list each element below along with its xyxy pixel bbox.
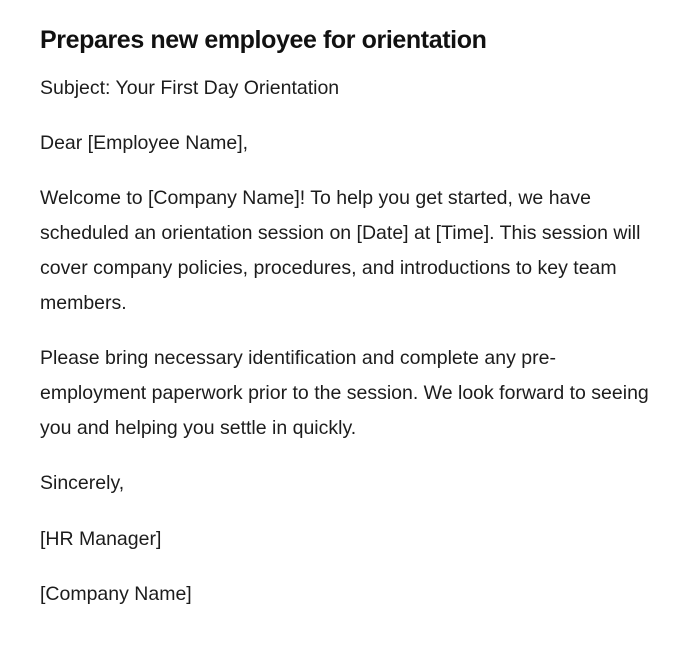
- subject-line: Subject: Your First Day Orientation: [40, 77, 340, 99]
- body-paragraph-1: Welcome to [Company Name]! To help you get started, we have scheduled an orientation session on [Date] at [Time]. This session will cover company policies, procedures, and introductions to key team members.: [40, 187, 641, 314]
- greeting-line: Dear [Employee Name],: [40, 132, 249, 154]
- signature-company: [Company Name]: [40, 583, 192, 605]
- signature-name: [HR Manager]: [40, 528, 162, 550]
- body-paragraph-2: Please bring necessary identification and complete any pre-employment paperwork prior to the session. We look forward to seeing you and helping you settle in quickly.: [40, 347, 649, 439]
- letter-document: [40, 22, 650, 612]
- document-title: Prepares new employee for orientation: [40, 26, 487, 54]
- closing-line: Sincerely,: [40, 472, 125, 494]
